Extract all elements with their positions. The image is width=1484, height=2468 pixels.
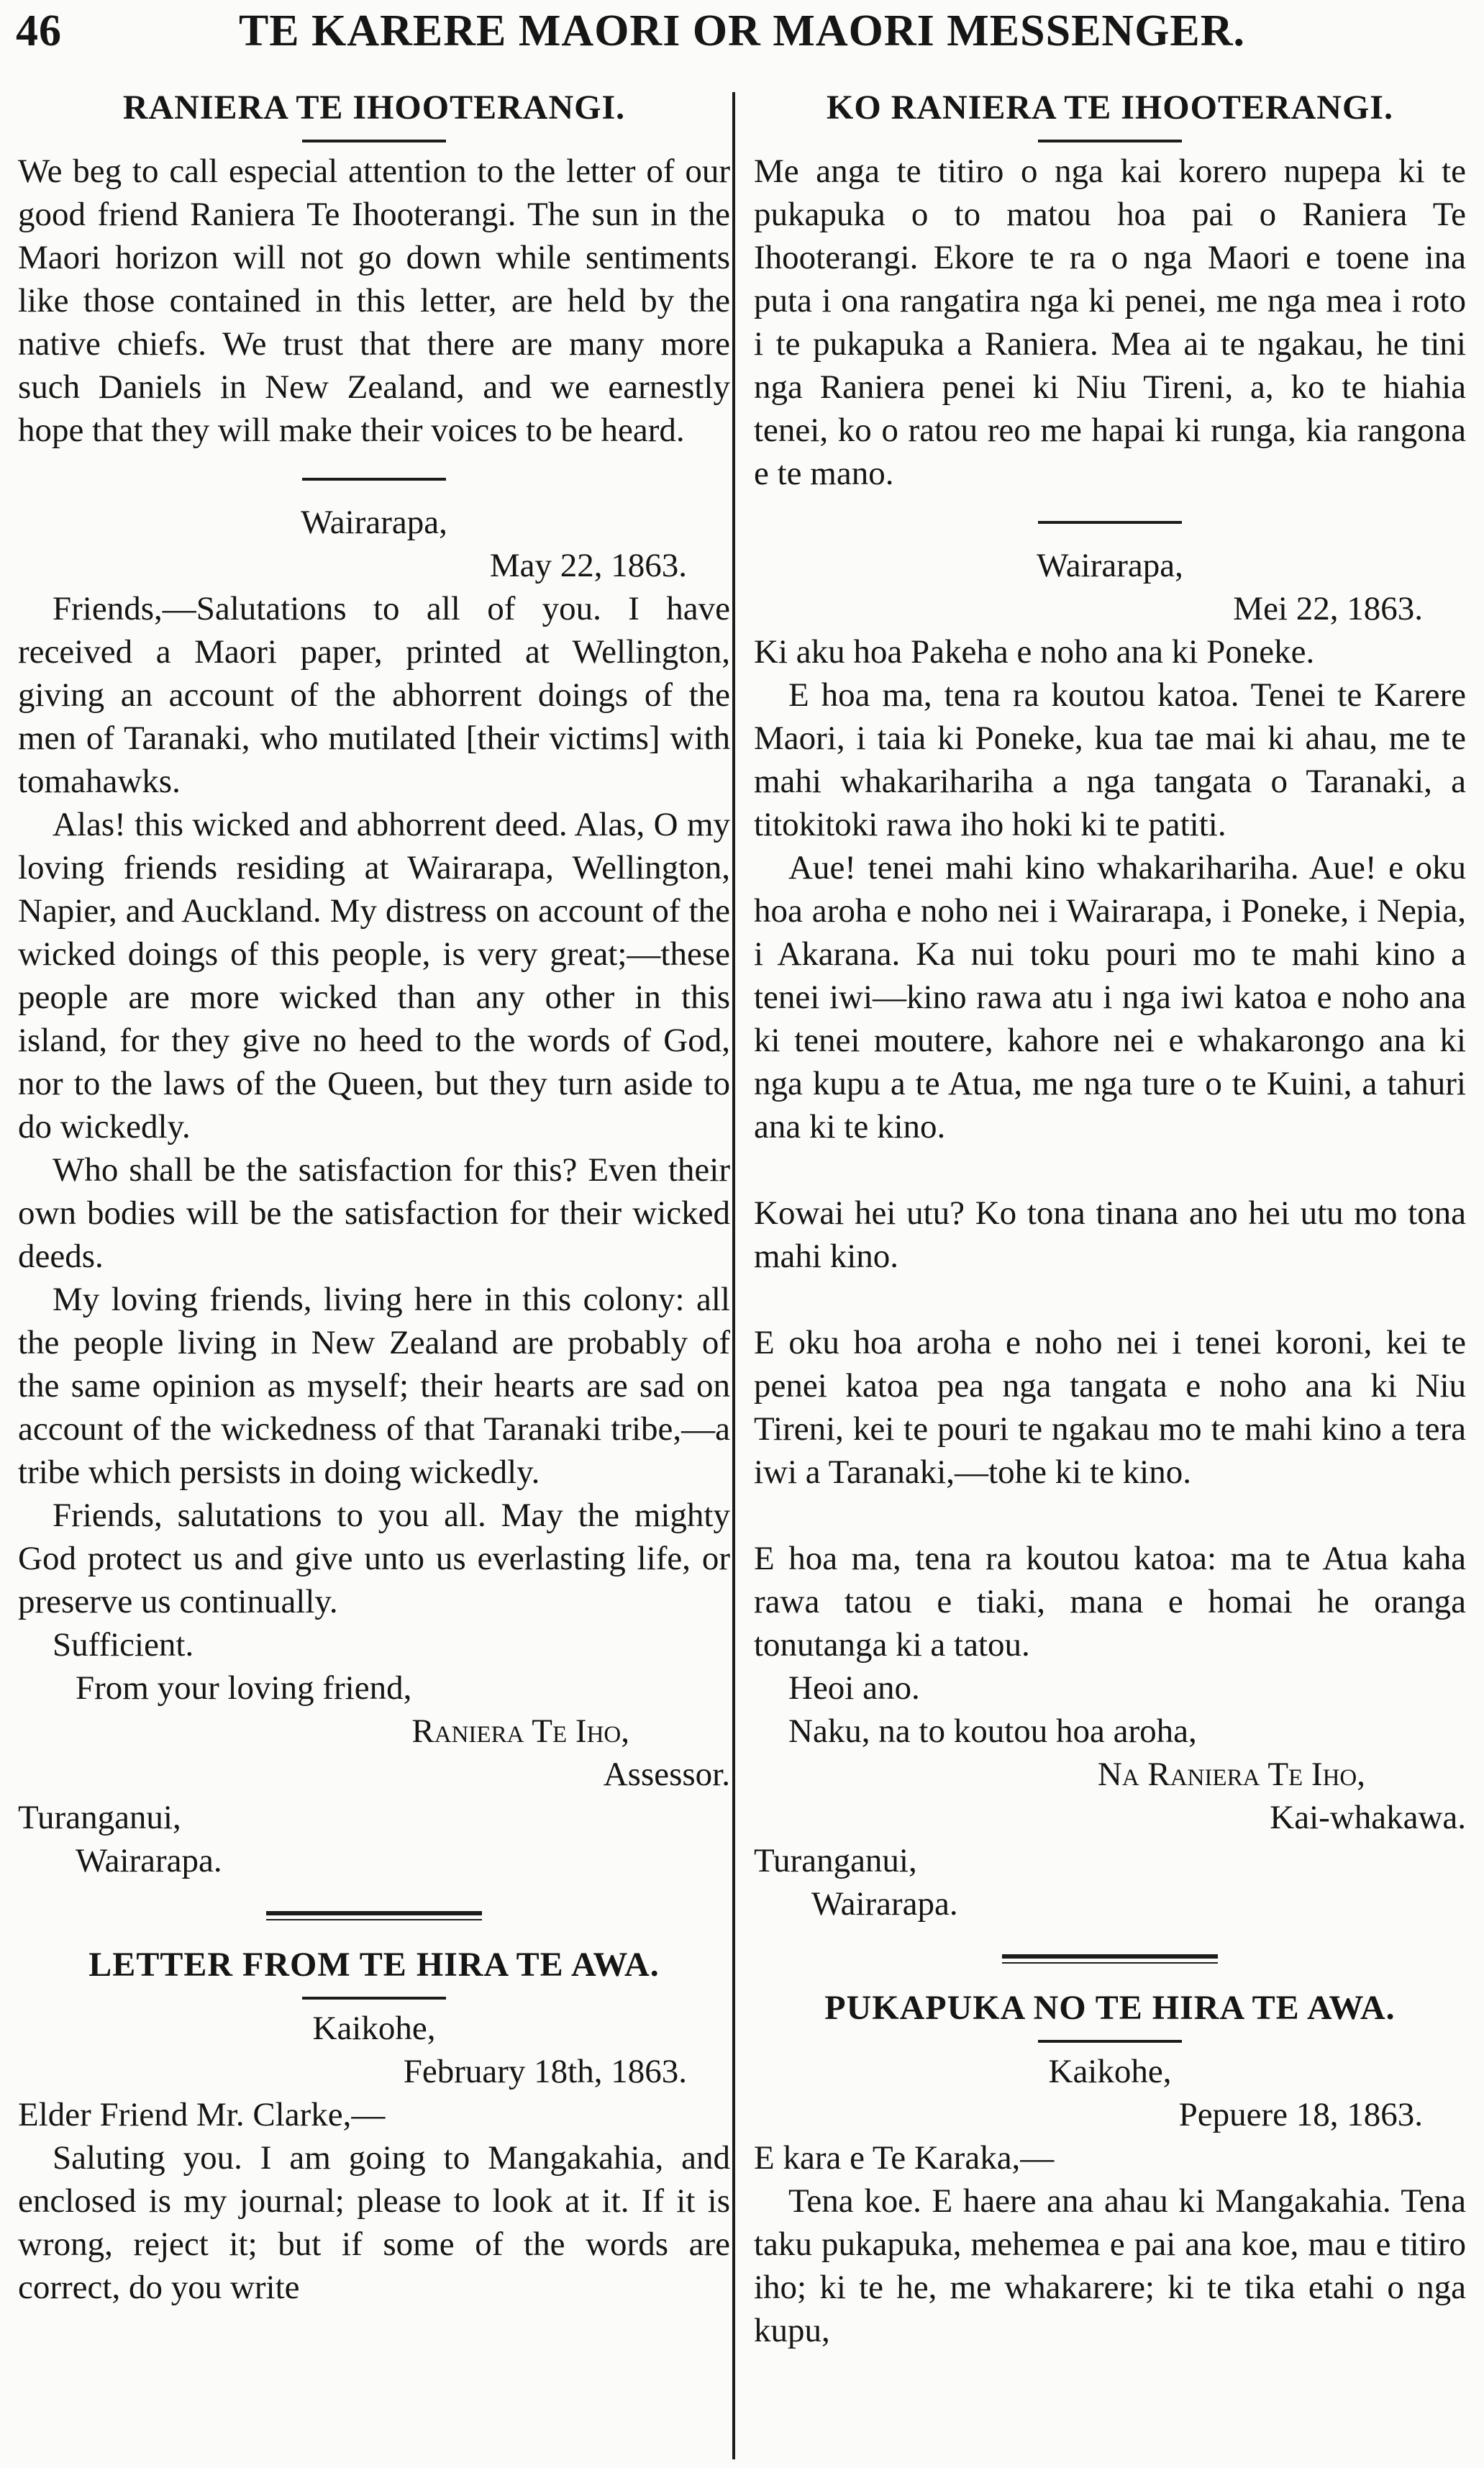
double-rule [1002, 1954, 1218, 1964]
letter-signature: Na Raniera Te Iho, [1097, 1756, 1365, 1793]
signer-address-line: Turanganui, [18, 1799, 181, 1836]
letter-paragraph: E hoa ma, tena ra koutou katoa. Tenei te Karere Maori, i taia ki Poneke, kua tae mai ki ahau, me te mahi whakarihariha a nga tangata o Taranaki, a titokitoki rawa iho hoki ki te patiti. [754, 676, 1466, 843]
letter-date: Mei 22, 1863. [1233, 590, 1423, 627]
letter-paragraph: E oku hoa aroha e noho nei i tenei koroni, kei te penei katoa pea nga tangata e noho ana ki Niu Tireni, kei te pouri te ngakau mo te mahi kino a tera iwi a Taranaki,—tohe ki te kino. [754, 1324, 1466, 1491]
article-heading-hira: LETTER FROM TE HIRA TE AWA. [88, 1946, 660, 1984]
section-rule [302, 478, 446, 481]
letter-closing: From your loving friend, [76, 1669, 412, 1707]
letter-paragraph: Friends,—Salutations to all of you. I have received a Maori paper, printed at Wellington, giving an account of the abhorrent doings of the men of Taranaki, who mutilated [their victims] with tomahawks. [18, 590, 730, 800]
running-header [0, 0, 1484, 68]
paragraph-gap [754, 1278, 1466, 1321]
paragraph-gap [754, 1148, 1466, 1192]
signer-address-line: Turanganui, [754, 1842, 917, 1879]
editorial-intro: Me anga te titiro o nga kai korero nupepa ki te pukapuka o to matou hoa pai o Raniera Te Ihooterangi. Ekore te ra o nga Maori e toene ina puta i ona rangatira nga ki penei, me nga mea i roto i te pukapuka a Raniera. Mea ai te ngakau, he tini nga Raniera penei ki Niu Tireni, a, ko te hiahia tenei, ko o ratou reo me hapai ki runga, kia rangona e te mano. [754, 153, 1466, 492]
signer-address-line: Wairarapa. [76, 1842, 222, 1879]
letter-paragraph: Kowai hei utu? Ko tona tinana ano hei utu mo tona mahi kino. [754, 1194, 1466, 1275]
letter-paragraph: Tena koe. E haere ana ahau ki Mangakahia. Tena taku pukapuka, mehemea e pai ana koe, mau e titiro iho; ki te he, me whakarere; ki te tika etahi o nga kupu, [754, 2182, 1466, 2349]
letter-salutation: E kara e Te Karaka,— [754, 2139, 1055, 2177]
publication-title: TE KARERE MAORI OR MAORI MESSENGER. [238, 6, 1246, 55]
letter-place: Kaikohe, [1048, 2053, 1172, 2090]
english-column [18, 86, 730, 2309]
letter-paragraph: Saluting you. I am going to Mangakahia, and enclosed is my journal; please to look at it. If it is wrong, reject it; but if some of the words are correct, do you write [18, 2139, 730, 2306]
letter-closing: Naku, na to koutou hoa aroha, [788, 1712, 1197, 1750]
section-rule [1038, 521, 1182, 524]
letter-signature: Raniera Te Iho, [411, 1712, 629, 1750]
signer-role: Kai-whakawa. [1270, 1799, 1466, 1836]
heading-rule [1038, 140, 1182, 142]
letter-paragraph: Aue! tenei mahi kino whakarihariha. Aue! e oku hoa aroha e noho nei i Wairarapa, i Poneke, i Nepia, i Akarana. Ka nui toku pouri mo te mahi kino a tenei iwi—kino rawa atu i nga iwi katoa e noho ana ki tenei moutere, kahore nei e whakarongo ana ki nga kupu a te Atua, me nga ture o te Kuini, a tahuri ana ki te kino. [754, 849, 1466, 1145]
article-heading-hira: PUKAPUKA NO TE HIRA TE AWA. [824, 1989, 1396, 2027]
letter-date: February 18th, 1863. [403, 2053, 687, 2090]
article-heading-raniera: KO RANIERA TE IHOOTERANGI. [827, 89, 1393, 127]
letter-paragraph: Who shall be the satisfaction for this? Even their own bodies will be the satisfaction for their wicked deeds. [18, 1151, 730, 1275]
column-divider [732, 92, 735, 2459]
letter-place: Wairarapa, [301, 504, 447, 541]
letter-salutation: Ki aku hoa Pakeha e noho ana ki Poneke. [754, 633, 1315, 671]
paragraph-gap [754, 1494, 1466, 1537]
letter-date: May 22, 1863. [489, 547, 687, 584]
heading-rule [1038, 2040, 1182, 2043]
heading-rule [302, 140, 446, 142]
article-heading-raniera: RANIERA TE IHOOTERANGI. [122, 89, 626, 127]
letter-paragraph: My loving friends, living here in this colony: all the people living in New Zealand are probably of the same opinion as myself; their hearts are sad on account of the wickedness of that Taranaki tribe,—a tribe which persists in doing wickedly. [18, 1281, 730, 1491]
signer-address-line: Wairarapa. [811, 1885, 958, 1923]
letter-place: Wairarapa, [1037, 547, 1183, 584]
letter-paragraph: E hoa ma, tena ra koutou katoa: ma te Atua kaha rawa tatou e tiaki, mana e homai he oranga tonutanga ki a tatou. [754, 1540, 1466, 1664]
letter-salutation: Elder Friend Mr. Clarke,— [18, 2096, 386, 2133]
letter-paragraph: Friends, salutations to you all. May the mighty God protect us and give unto us everlasting life, or preserve us continually. [18, 1497, 730, 1620]
letter-date: Pepuere 18, 1863. [1178, 2096, 1423, 2133]
letter-paragraph: Alas! this wicked and abhorrent deed. Alas, O my loving friends residing at Wairarapa, Wellington, Napier, and Auckland. My distress on account of the wicked doings of this people, is very great;—these people are more wicked than any other in this island, for they give no heed to the words of God, nor to the laws of the Queen, but they turn aside to do wickedly. [18, 806, 730, 1145]
letter-paragraph: Heoi ano. [788, 1669, 920, 1707]
letter-place: Kaikohe, [312, 2010, 436, 2047]
editorial-intro: We beg to call especial attention to the letter of our good friend Raniera Te Ihooterangi. The sun in the Maori horizon will not go down while sentiments like those contained in this letter, are held by the native chiefs. We trust that there are many more such Daniels in New Zealand, and we earnestly hope that they will make their voices to be heard. [18, 153, 730, 449]
page-number: 46 [16, 6, 62, 55]
double-rule [266, 1911, 482, 1920]
letter-paragraph: Sufficient. [53, 1626, 194, 1664]
maori-column [754, 86, 1466, 2352]
signer-role: Assessor. [603, 1756, 730, 1793]
heading-rule [302, 1997, 446, 2000]
